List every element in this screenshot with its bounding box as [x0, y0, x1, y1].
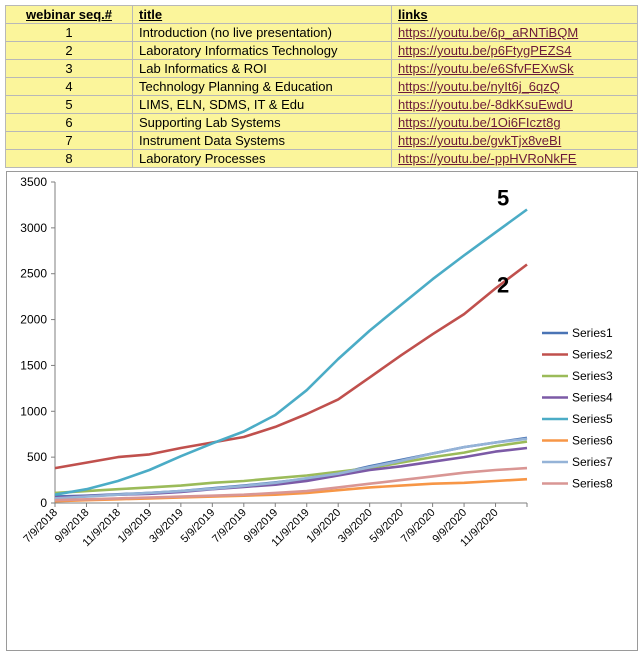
- cell-title[interactable]: Technology Planning & Education: [133, 78, 392, 96]
- x-tick-label: 5/9/2019: [178, 506, 218, 546]
- video-link[interactable]: https://youtu.be/6p_aRNTiBQM: [398, 25, 579, 40]
- video-link[interactable]: https://youtu.be/nyIt6j_6qzQ: [398, 79, 560, 94]
- cell-title[interactable]: Introduction (no live presentation): [133, 24, 392, 42]
- chart-frame[interactable]: [6, 171, 638, 651]
- header-links-label: links: [398, 7, 428, 22]
- cell-seq[interactable]: 2: [6, 42, 133, 60]
- x-tick-label: 1/9/2019: [115, 506, 155, 546]
- x-tick-label: 5/9/2020: [367, 506, 407, 546]
- x-tick-label: 11/9/2018: [80, 506, 124, 550]
- x-tick-label: 9/9/2018: [52, 506, 92, 546]
- cell-link: [392, 114, 638, 132]
- cell-link: [392, 150, 638, 168]
- cell-seq[interactable]: 8: [6, 150, 133, 168]
- y-tick-label: 0: [40, 496, 47, 510]
- cell-link: [392, 42, 638, 60]
- table-header-row: [6, 6, 638, 24]
- cell-link: [392, 132, 638, 150]
- cell-title[interactable]: Instrument Data Systems: [133, 132, 392, 150]
- series-annotation: 5: [497, 185, 510, 211]
- cell-title[interactable]: Laboratory Processes: [133, 150, 392, 168]
- table-row: [6, 24, 638, 42]
- header-seq[interactable]: [6, 6, 133, 24]
- cell-seq[interactable]: 3: [6, 60, 133, 78]
- y-tick-label: 3000: [20, 220, 47, 235]
- header-title-label: title: [139, 7, 163, 22]
- legend-entry: Series3: [572, 369, 613, 383]
- webinar-table: [5, 5, 638, 168]
- video-link[interactable]: https://youtu.be/-ppHVRoNkFE: [398, 151, 577, 166]
- legend-entry: Series6: [572, 433, 613, 448]
- legend-entry: Series8: [572, 476, 613, 491]
- x-tick-label: 3/9/2020: [336, 506, 375, 546]
- cell-link: [392, 78, 638, 96]
- table-row: [6, 150, 638, 168]
- x-tick-label: 11/9/2019: [269, 506, 312, 550]
- x-tick-label: 11/9/2020: [458, 506, 501, 550]
- video-link[interactable]: https://youtu.be/e6SfvFEXwSk: [398, 61, 574, 76]
- table-row: [6, 60, 638, 78]
- y-tick-label: 2500: [20, 266, 47, 281]
- y-tick-label: 500: [26, 450, 47, 465]
- cell-seq[interactable]: 6: [6, 114, 133, 132]
- video-link[interactable]: https://youtu.be/p6FtygPEZS4: [398, 43, 572, 58]
- cell-seq[interactable]: 5: [6, 96, 133, 114]
- header-seq-label: webinar seq.#: [26, 7, 112, 22]
- cell-seq[interactable]: 4: [6, 78, 133, 96]
- series-line: [55, 210, 527, 495]
- cell-link: [392, 24, 638, 42]
- table-row: [6, 78, 638, 96]
- x-tick-label: 7/9/2020: [398, 506, 438, 546]
- legend-entry: Series7: [572, 455, 613, 469]
- x-tick-label: 1/9/2020: [304, 506, 344, 546]
- video-link[interactable]: https://youtu.be/gvkTjx8veBI: [398, 133, 562, 148]
- x-tick-label: 9/9/2020: [430, 506, 470, 546]
- cell-seq[interactable]: 7: [6, 132, 133, 150]
- cell-title[interactable]: Supporting Lab Systems: [133, 114, 392, 132]
- x-tick-label: 7/9/2019: [210, 506, 249, 546]
- cell-title[interactable]: Laboratory Informatics Technology: [133, 42, 392, 60]
- cell-link: [392, 60, 638, 78]
- header-title[interactable]: [133, 6, 392, 24]
- video-link[interactable]: https://youtu.be/1Oi6FIczt8g: [398, 115, 561, 130]
- table-row: [6, 42, 638, 60]
- cell-title[interactable]: Lab Informatics & ROI: [133, 60, 392, 78]
- y-tick-label: 1000: [20, 404, 47, 419]
- y-tick-label: 3500: [20, 175, 47, 189]
- line-chart: [7, 172, 637, 650]
- x-tick-label: 9/9/2019: [241, 506, 281, 546]
- legend-entry: Series5: [572, 412, 613, 426]
- legend-entry: Series4: [572, 390, 613, 405]
- y-tick-label: 2000: [20, 312, 47, 327]
- legend-entry: Series1: [572, 326, 613, 340]
- header-links[interactable]: [392, 6, 638, 24]
- table-row: [6, 132, 638, 150]
- legend-entry: Series2: [572, 347, 613, 362]
- video-link[interactable]: https://youtu.be/-8dkKsuEwdU: [398, 97, 573, 112]
- series-line: [55, 265, 527, 469]
- table-row: [6, 114, 638, 132]
- x-tick-label: 3/9/2019: [147, 506, 186, 546]
- x-tick-label: 7/9/2018: [21, 506, 61, 546]
- cell-title[interactable]: LIMS, ELN, SDMS, IT & Edu: [133, 96, 392, 114]
- series-annotation: 2: [497, 272, 510, 298]
- y-tick-label: 1500: [20, 358, 47, 373]
- cell-seq[interactable]: 1: [6, 24, 133, 42]
- table-row: [6, 96, 638, 114]
- cell-link: [392, 96, 638, 114]
